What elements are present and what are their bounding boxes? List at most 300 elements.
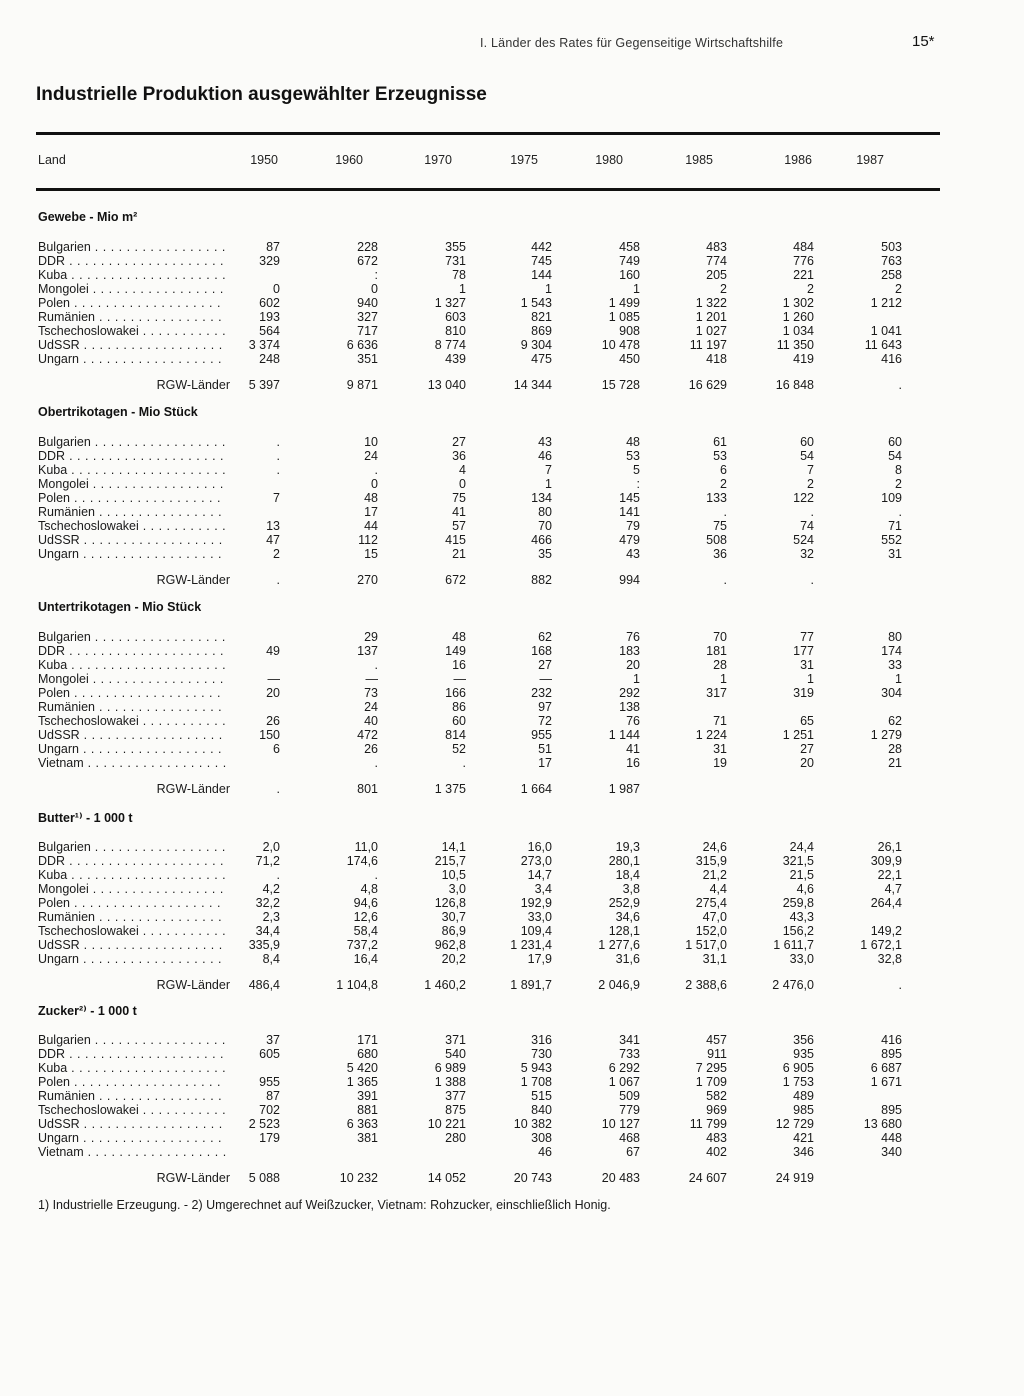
table-cell: 21	[452, 547, 466, 561]
table-cell: 1 279	[870, 728, 902, 742]
table-cell: 321,5	[782, 854, 814, 868]
table-cell: 524	[793, 533, 814, 547]
table-cell: 317	[706, 686, 727, 700]
section-title: Butter¹⁾ - 1 000 t	[38, 811, 133, 825]
table-cell: 483	[706, 1131, 727, 1145]
section-title: Untertrikotagen - Mio Stück	[38, 600, 202, 614]
table-row	[0, 672, 1024, 686]
table-cell: 21	[888, 756, 902, 770]
row-label: Bulgarien . . .	[38, 435, 226, 449]
table-cell: 908	[619, 324, 640, 338]
table-cell: 10,5	[441, 868, 466, 882]
row-label: Bulgarien . . .	[38, 240, 226, 254]
table-cell: 71,2	[255, 854, 280, 868]
column-header-year: 1980	[595, 153, 623, 167]
table-cell: 57	[452, 519, 466, 533]
table-cell: 308	[531, 1131, 552, 1145]
table-cell: 32,8	[877, 952, 902, 966]
table-cell: 985	[793, 1103, 814, 1117]
table-row	[0, 1089, 1024, 1103]
table-cell: 895	[881, 1103, 902, 1117]
table-cell: 259,8	[782, 896, 814, 910]
table-cell: 371	[445, 1033, 466, 1047]
table-row	[0, 547, 1024, 561]
table-cell: 0	[371, 477, 378, 491]
row-label: Rumänien . . .	[38, 505, 226, 519]
table-cell: 749	[619, 254, 640, 268]
table-cell: .	[276, 463, 280, 477]
table-cell: 419	[793, 352, 814, 366]
table-cell: 60	[888, 435, 902, 449]
table-cell: 292	[619, 686, 640, 700]
table-cell: 6 687	[870, 1061, 902, 1075]
table-cell: 70	[713, 630, 727, 644]
table-cell: 0	[459, 477, 466, 491]
total-cell: .	[898, 978, 902, 992]
total-cell: 9 871	[346, 378, 378, 392]
table-cell: 346	[793, 1145, 814, 1159]
table-cell: 1 067	[608, 1075, 640, 1089]
total-row	[0, 782, 1024, 796]
table-cell: 24	[364, 700, 378, 714]
table-cell: 2	[720, 477, 727, 491]
table-cell: 41	[452, 505, 466, 519]
table-cell: 0	[273, 282, 280, 296]
table-row	[0, 630, 1024, 644]
table-cell: 145	[619, 491, 640, 505]
table-cell: 19	[713, 756, 727, 770]
table-cell: 1	[633, 672, 640, 686]
total-cell: 1 891,7	[510, 978, 552, 992]
table-cell: 774	[706, 254, 727, 268]
table-cell: 940	[357, 296, 378, 310]
table-cell: 2	[807, 282, 814, 296]
table-row	[0, 254, 1024, 268]
table-cell: .	[462, 756, 466, 770]
table-cell: 1 302	[782, 296, 814, 310]
table-cell: 54	[800, 449, 814, 463]
table-row	[0, 728, 1024, 742]
table-cell: 78	[452, 268, 466, 282]
table-cell: 86,9	[441, 924, 466, 938]
table-cell: 70	[538, 519, 552, 533]
table-cell: 28	[888, 742, 902, 756]
table-cell: 258	[881, 268, 902, 282]
table-row	[0, 686, 1024, 700]
table-cell: 141	[619, 505, 640, 519]
table-cell: .	[276, 868, 280, 882]
table-cell: 215,7	[434, 854, 466, 868]
table-cell: 1	[895, 672, 902, 686]
column-header-land: Land	[38, 153, 66, 167]
table-cell: 1 753	[782, 1075, 814, 1089]
row-label: DDR . . .	[38, 449, 226, 463]
table-cell: 5	[633, 463, 640, 477]
table-cell: 51	[538, 742, 552, 756]
total-cell: .	[810, 573, 814, 587]
table-cell: 840	[531, 1103, 552, 1117]
table-cell: 509	[619, 1089, 640, 1103]
table-cell: 737,2	[346, 938, 378, 952]
table-cell: 4,7	[884, 882, 902, 896]
table-cell: .	[276, 449, 280, 463]
table-row	[0, 742, 1024, 756]
table-cell: 779	[619, 1103, 640, 1117]
table-cell: 252,9	[608, 896, 640, 910]
row-label: UdSSR . . .	[38, 1117, 226, 1131]
table-cell: 1 041	[870, 324, 902, 338]
row-label: Tschechoslowakei . . .	[38, 714, 226, 728]
table-row	[0, 840, 1024, 854]
row-label: Tschechoslowakei . . .	[38, 519, 226, 533]
table-cell: 26	[266, 714, 280, 728]
table-cell: 60	[452, 714, 466, 728]
table-cell: .	[723, 505, 727, 519]
table-cell: 10	[364, 435, 378, 449]
table-cell: 672	[357, 254, 378, 268]
table-cell: 149,2	[870, 924, 902, 938]
total-cell: 801	[357, 782, 378, 796]
table-cell: 43,3	[789, 910, 814, 924]
table-cell: 20	[626, 658, 640, 672]
table-cell: 484	[793, 240, 814, 254]
row-label: Ungarn . . .	[38, 952, 226, 966]
table-cell: 457	[706, 1033, 727, 1047]
table-cell: 508	[706, 533, 727, 547]
table-cell: 20,2	[441, 952, 466, 966]
row-label: DDR . . .	[38, 1047, 226, 1061]
table-cell: 62	[538, 630, 552, 644]
table-cell: 0	[371, 282, 378, 296]
table-cell: 4,6	[796, 882, 814, 896]
table-row	[0, 938, 1024, 952]
table-cell: 1 277,6	[598, 938, 640, 952]
row-label: Kuba . . .	[38, 868, 226, 882]
row-label: Tschechoslowakei . . .	[38, 324, 226, 338]
row-label: Ungarn . . .	[38, 1131, 226, 1145]
table-cell: 304	[881, 686, 902, 700]
table-cell: 80	[888, 630, 902, 644]
table-row	[0, 1131, 1024, 1145]
table-cell: 94,6	[353, 896, 378, 910]
table-cell: 4,2	[262, 882, 280, 896]
table-cell: 1 251	[782, 728, 814, 742]
table-cell: 745	[531, 254, 552, 268]
table-cell: 75	[713, 519, 727, 533]
table-cell: 15	[364, 547, 378, 561]
table-cell: 14,7	[527, 868, 552, 882]
table-cell: 319	[793, 686, 814, 700]
table-cell: 6 363	[346, 1117, 378, 1131]
table-cell: 73	[364, 686, 378, 700]
row-label: Rumänien . . .	[38, 700, 226, 714]
table-row	[0, 1061, 1024, 1075]
table-cell: 881	[357, 1103, 378, 1117]
table-cell: 134	[531, 491, 552, 505]
table-cell: 53	[626, 449, 640, 463]
table-cell: 479	[619, 533, 640, 547]
table-cell: 1	[545, 477, 552, 491]
table-cell: 33,0	[789, 952, 814, 966]
row-label: Mongolei . . .	[38, 882, 226, 896]
table-cell: 416	[881, 1033, 902, 1047]
table-cell: 144	[531, 268, 552, 282]
table-cell: 76	[626, 630, 640, 644]
table-row	[0, 658, 1024, 672]
table-cell: 21,2	[702, 868, 727, 882]
table-cell: 6 636	[346, 338, 378, 352]
total-cell: 672	[445, 573, 466, 587]
total-cell: 2 476,0	[772, 978, 814, 992]
total-cell: 14 344	[513, 378, 552, 392]
table-cell: 821	[531, 310, 552, 324]
table-cell: 1	[545, 282, 552, 296]
table-cell: 20	[800, 756, 814, 770]
table-cell: 810	[445, 324, 466, 338]
table-cell: 503	[881, 240, 902, 254]
table-cell: 128,1	[608, 924, 640, 938]
table-cell: 52	[452, 742, 466, 756]
total-cell: 270	[357, 573, 378, 587]
table-cell: 152,0	[695, 924, 727, 938]
table-cell: 166	[445, 686, 466, 700]
table-cell: 72	[538, 714, 552, 728]
table-cell: :	[636, 477, 640, 491]
total-cell: .	[276, 782, 280, 796]
table-cell: 7	[545, 463, 552, 477]
row-label: Mongolei . . .	[38, 282, 226, 296]
table-cell: 13	[266, 519, 280, 533]
table-cell: —	[267, 672, 280, 686]
total-row	[0, 1171, 1024, 1185]
table-cell: 1 671	[870, 1075, 902, 1089]
table-cell: 8	[895, 463, 902, 477]
row-label: DDR . . .	[38, 254, 226, 268]
table-row	[0, 1117, 1024, 1131]
table-cell: 935	[793, 1047, 814, 1061]
table-cell: 47,0	[702, 910, 727, 924]
table-cell: 11 197	[689, 338, 727, 352]
table-row	[0, 240, 1024, 254]
table-cell: .	[898, 505, 902, 519]
table-row	[0, 1145, 1024, 1159]
table-cell: 2	[895, 282, 902, 296]
table-cell: 1	[720, 672, 727, 686]
row-label: Polen . . .	[38, 491, 226, 505]
table-cell: 489	[793, 1089, 814, 1103]
table-row	[0, 1047, 1024, 1061]
table-cell: 3,0	[448, 882, 466, 896]
table-cell: 19,3	[615, 840, 640, 854]
table-cell: 1 260	[782, 310, 814, 324]
table-cell: 31	[888, 547, 902, 561]
table-cell: 3,4	[534, 882, 552, 896]
table-row	[0, 268, 1024, 282]
total-cell: 20 743	[513, 1171, 552, 1185]
table-cell: 280,1	[608, 854, 640, 868]
table-cell: 31	[713, 742, 727, 756]
table-cell: 17,9	[527, 952, 552, 966]
table-cell: 1 388	[434, 1075, 466, 1089]
table-cell: 168	[531, 644, 552, 658]
table-cell: 44	[364, 519, 378, 533]
table-cell: 40	[364, 714, 378, 728]
table-cell: 17	[538, 756, 552, 770]
table-cell: 174,6	[346, 854, 378, 868]
table-cell: 122	[793, 491, 814, 505]
table-cell: 355	[445, 240, 466, 254]
table-cell: 6 905	[782, 1061, 814, 1075]
row-label: DDR . . .	[38, 644, 226, 658]
table-cell: 228	[357, 240, 378, 254]
table-cell: 969	[706, 1103, 727, 1117]
table-row	[0, 505, 1024, 519]
total-label: RGW-Länder	[156, 1171, 230, 1185]
column-header-year: 1960	[335, 153, 363, 167]
total-cell: 24 607	[688, 1171, 727, 1185]
table-cell: 1 543	[520, 296, 552, 310]
table-cell: 2	[720, 282, 727, 296]
table-cell: —	[453, 672, 466, 686]
page-number: 15*	[912, 33, 935, 50]
table-cell: 327	[357, 310, 378, 324]
table-cell: 138	[619, 700, 640, 714]
table-cell: 71	[888, 519, 902, 533]
table-cell: 41	[626, 742, 640, 756]
table-cell: 37	[266, 1033, 280, 1047]
table-cell: 2,3	[262, 910, 280, 924]
table-cell: 75	[452, 491, 466, 505]
table-cell: 439	[445, 352, 466, 366]
table-row	[0, 449, 1024, 463]
total-cell: .	[723, 573, 727, 587]
table-cell: 24,6	[702, 840, 727, 854]
table-cell: 79	[626, 519, 640, 533]
column-header-year: 1985	[685, 153, 713, 167]
table-row	[0, 882, 1024, 896]
table-cell: 193	[259, 310, 280, 324]
table-cell: 1 231,4	[510, 938, 552, 952]
table-cell: 5 420	[346, 1061, 378, 1075]
row-label: Tschechoslowakei . . .	[38, 1103, 226, 1117]
table-cell: 391	[357, 1089, 378, 1103]
table-cell: 11 799	[689, 1117, 727, 1131]
row-label: Bulgarien . . .	[38, 630, 226, 644]
row-label: Tschechoslowakei . . .	[38, 924, 226, 938]
table-cell: 1 672,1	[860, 938, 902, 952]
table-cell: 61	[713, 435, 727, 449]
table-cell: 483	[706, 240, 727, 254]
table-cell: 416	[881, 352, 902, 366]
table-cell: 315,9	[695, 854, 727, 868]
total-cell: 5 397	[248, 378, 280, 392]
table-cell: 6 292	[608, 1061, 640, 1075]
row-label: Polen . . .	[38, 296, 226, 310]
table-cell: 341	[619, 1033, 640, 1047]
table-cell: 776	[793, 254, 814, 268]
column-header-year: 1950	[250, 153, 278, 167]
table-cell: 10 478	[601, 338, 640, 352]
table-cell: 4,8	[360, 882, 378, 896]
table-cell: 54	[888, 449, 902, 463]
table-cell: 58,4	[353, 924, 378, 938]
table-cell: 450	[619, 352, 640, 366]
table-row	[0, 352, 1024, 366]
table-row	[0, 463, 1024, 477]
table-cell: 340	[881, 1145, 902, 1159]
total-cell: 486,4	[248, 978, 280, 992]
table-cell: 221	[793, 268, 814, 282]
table-cell: 205	[706, 268, 727, 282]
table-cell: 20	[266, 686, 280, 700]
table-cell: 156,2	[782, 924, 814, 938]
table-row	[0, 756, 1024, 770]
table-cell: 22,1	[877, 868, 902, 882]
table-cell: 150	[259, 728, 280, 742]
table-cell: 1 327	[434, 296, 466, 310]
table-cell: 36	[452, 449, 466, 463]
table-cell: 181	[706, 644, 727, 658]
table-cell: 11 350	[776, 338, 814, 352]
table-cell: 2,0	[262, 840, 280, 854]
table-cell: 192,9	[520, 896, 552, 910]
table-cell: 46	[538, 449, 552, 463]
table-row	[0, 1033, 1024, 1047]
table-cell: 31	[800, 658, 814, 672]
table-cell: 1	[633, 282, 640, 296]
table-row	[0, 324, 1024, 338]
table-cell: 76	[626, 714, 640, 728]
total-label: RGW-Länder	[156, 978, 230, 992]
table-cell: 717	[357, 324, 378, 338]
table-cell: 1 611,7	[773, 938, 814, 952]
total-row	[0, 378, 1024, 392]
table-cell: .	[374, 868, 378, 882]
row-label: DDR . . .	[38, 854, 226, 868]
table-cell: 6 989	[434, 1061, 466, 1075]
table-cell: 5 943	[520, 1061, 552, 1075]
table-cell: 21,5	[789, 868, 814, 882]
table-cell: 2	[807, 477, 814, 491]
table-cell: 87	[266, 1089, 280, 1103]
table-cell: 911	[707, 1047, 727, 1061]
table-cell: 160	[619, 268, 640, 282]
table-cell: .	[810, 505, 814, 519]
table-cell: 74	[800, 519, 814, 533]
table-cell: 415	[445, 533, 466, 547]
table-cell: 702	[259, 1103, 280, 1117]
table-cell: 1	[807, 672, 814, 686]
table-cell: 87	[266, 240, 280, 254]
table-cell: 351	[357, 352, 378, 366]
row-label: Kuba . . .	[38, 463, 226, 477]
total-row	[0, 573, 1024, 587]
table-cell: 2	[895, 477, 902, 491]
table-cell: 442	[531, 240, 552, 254]
table-cell: 275,4	[695, 896, 727, 910]
table-cell: 1 144	[608, 728, 640, 742]
row-label: Vietnam . . .	[38, 1145, 226, 1159]
row-label: Bulgarien . . .	[38, 1033, 226, 1047]
table-row	[0, 310, 1024, 324]
total-cell: 16 629	[688, 378, 727, 392]
table-cell: 468	[619, 1131, 640, 1145]
table-cell: 16	[626, 756, 640, 770]
table-cell: 603	[445, 310, 466, 324]
total-cell: 14 052	[427, 1171, 466, 1185]
table-cell: 1 709	[695, 1075, 727, 1089]
table-cell: 1 365	[346, 1075, 378, 1089]
